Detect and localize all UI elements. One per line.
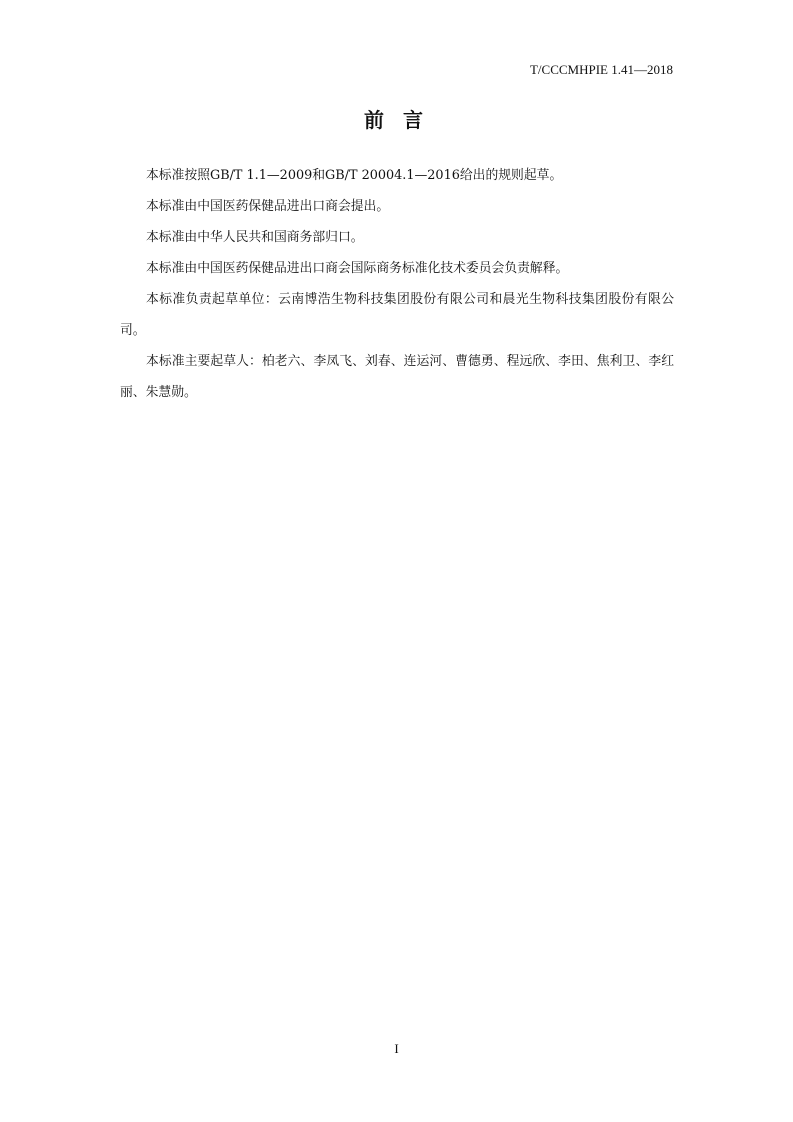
page-title: 前 言: [364, 108, 429, 132]
paragraph-proposer: 本标准由中国医药保健品进出口商会提出。: [146, 199, 390, 214]
paragraph-drafting-units: 本标准负责起草单位：云南博浩生物科技集团股份有限公司和晨光生物科技集团股份有限公司。: [120, 292, 674, 338]
paragraph-centralized-by: 本标准由中华人民共和国商务部归口。: [146, 230, 364, 245]
foreword-body: [120, 160, 674, 408]
document-code: T/CCCMHPIE 1.41—2018: [529, 62, 673, 77]
paragraph-drafters: 本标准主要起草人：柏老六、李凤飞、刘春、连运河、曹德勇、程远欣、李田、焦利卫、李红丽、朱慧勋。: [120, 354, 674, 400]
paragraph-interpretation: 本标准由中国医药保健品进出口商会国际商务标准化技术委员会负责解释。: [146, 261, 569, 276]
paragraph-drafting-rules: 本标准按照GB/T 1.1—2009和GB/T 20004.1—2016给出的规则起草。: [146, 168, 563, 183]
page-number: I: [394, 1041, 399, 1056]
